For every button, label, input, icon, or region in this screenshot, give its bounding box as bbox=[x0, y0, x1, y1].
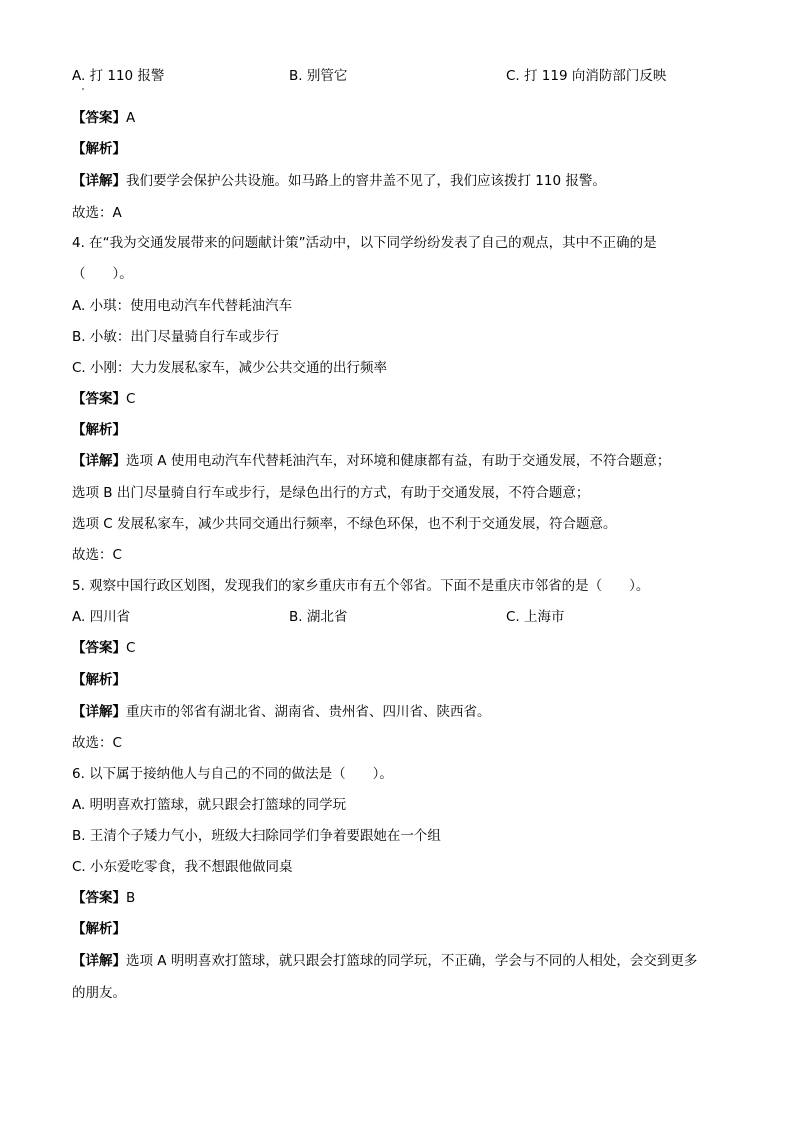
q4-stem-line-2: （ ）。 bbox=[72, 266, 133, 282]
q4-option-a: A. 小琪：使用电动汽车代替耗油汽车 bbox=[72, 298, 293, 314]
q3-detail bbox=[72, 172, 606, 190]
q4-analysis bbox=[72, 421, 126, 439]
q5-analysis bbox=[72, 671, 126, 689]
q4-option-c: C. 小刚：大力发展私家车，减少公共交通的出行频率 bbox=[72, 360, 388, 376]
q4-answer bbox=[72, 390, 135, 408]
q6-detail-2: 的朋友。 bbox=[72, 985, 126, 1001]
detail-tag: 【详解】 bbox=[72, 953, 126, 969]
analysis-tag: 【解析】 bbox=[72, 141, 126, 157]
q6-answer bbox=[72, 889, 135, 907]
q5-option-a: A. 四川省 bbox=[72, 609, 131, 625]
q6-option-c: C. 小东爱吃零食，我不想跟他做同桌 bbox=[72, 859, 293, 875]
q3-analysis bbox=[72, 140, 126, 158]
q6-analysis bbox=[72, 920, 126, 938]
q3-option-c: C. 打 119 向消防部门反映 bbox=[506, 68, 667, 84]
q4-stem-line-1: 4. 在“我为交通发展带来的问题献计策”活动中，以下同学纷纷发表了自己的观点，其中不正确的是 bbox=[72, 235, 657, 251]
detail-text: 选项 A 明明喜欢打篮球，就只跟会打篮球的同学玩，不正确，学会与不同的人相处，会交到更多 bbox=[126, 953, 698, 969]
answer-value: C bbox=[126, 640, 136, 656]
answer-value: B bbox=[126, 890, 136, 906]
answer-value: C bbox=[126, 391, 136, 407]
analysis-tag: 【解析】 bbox=[72, 921, 126, 937]
q5-choice: 故选：C bbox=[72, 735, 122, 751]
q4-detail-2: 选项 B 出门尽量骑自行车或步行，是绿色出行的方式，有助于交通发展，不符合题意； bbox=[72, 485, 590, 501]
answer-tag: 【答案】 bbox=[72, 640, 126, 656]
detail-tag: 【详解】 bbox=[72, 453, 126, 469]
q5-stem: 5. 观察中国行政区划图，发现我们的家乡重庆市有五个邻省。下面不是重庆市邻省的是（ ）。 bbox=[72, 578, 650, 594]
detail-text: 我们要学会保护公共设施。如马路上的窨井盖不见了，我们应该拨打 110 报警。 bbox=[126, 173, 606, 189]
q3-option-b: B. 别管它 bbox=[289, 68, 348, 84]
detail-text: 重庆市的邻省有湖北省、湖南省、贵州省、四川省、陕西省。 bbox=[126, 704, 491, 720]
q5-option-c: C. 上海市 bbox=[506, 609, 565, 625]
q3-choice: 故选：A bbox=[72, 205, 122, 221]
q6-option-a: A. 明明喜欢打篮球，就只跟会打篮球的同学玩 bbox=[72, 797, 347, 813]
stray-dot bbox=[82, 88, 84, 90]
answer-tag: 【答案】 bbox=[72, 391, 126, 407]
q6-option-b: B. 王清个子矮力气小，班级大扫除同学们争着要跟她在一个组 bbox=[72, 828, 441, 844]
detail-tag: 【详解】 bbox=[72, 173, 126, 189]
q4-option-b: B. 小敏：出门尽量骑自行车或步行 bbox=[72, 329, 279, 345]
q4-choice: 故选：C bbox=[72, 547, 122, 563]
q5-detail bbox=[72, 703, 491, 721]
q6-detail-1 bbox=[72, 952, 697, 970]
answer-tag: 【答案】 bbox=[72, 890, 126, 906]
q3-option-a: A. 打 110 报警 bbox=[72, 68, 165, 84]
analysis-tag: 【解析】 bbox=[72, 672, 126, 688]
detail-tag: 【详解】 bbox=[72, 704, 126, 720]
q5-answer bbox=[72, 639, 135, 657]
q5-option-b: B. 湖北省 bbox=[289, 609, 348, 625]
q3-answer bbox=[72, 109, 135, 127]
detail-text: 选项 A 使用电动汽车代替耗油汽车，对环境和健康都有益，有助于交通发展，不符合题意； bbox=[126, 453, 671, 469]
answer-tag: 【答案】 bbox=[72, 110, 126, 126]
q4-detail-3: 选项 C 发展私家车，减少共同交通出行频率，不绿色环保，也不利于交通发展，符合题意。 bbox=[72, 516, 617, 532]
answer-value: A bbox=[126, 110, 136, 126]
analysis-tag: 【解析】 bbox=[72, 422, 126, 438]
q6-stem: 6. 以下属于接纳他人与自己的不同的做法是（ ）。 bbox=[72, 766, 393, 782]
q4-detail-1 bbox=[72, 452, 670, 470]
